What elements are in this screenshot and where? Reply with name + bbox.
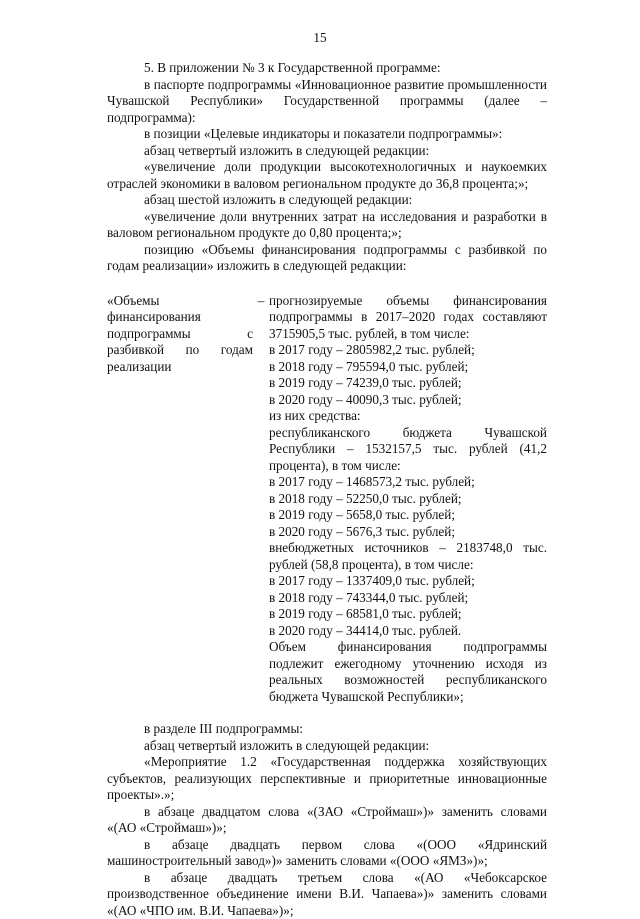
table-line: в 2020 году – 5676,3 тыс. рублей; (269, 524, 547, 541)
table-line: из них средства: (269, 408, 547, 425)
paragraph: позицию «Объемы финансирования подпрограммы с разбивкой по годам реализации» изложить в следующей редакции: (107, 242, 547, 275)
paragraph: абзац шестой изложить в следующей редакции: (107, 192, 547, 209)
table-left-label: «Объемы финансирования подпрограммы с разбивкой по годам реализации (107, 293, 253, 706)
intro-section (107, 60, 547, 275)
paragraph: 5. В приложении № 3 к Государственной программе: (107, 60, 547, 77)
paragraph: в абзаце двадцать третьем слова «(АО «Чебоксарское производственное объединение имени В.И. Чапаева»)» заменить словами «(АО «ЧПО им. В.И. Чапаева»)»; (107, 870, 547, 919)
table-line: в 2019 году – 5658,0 тыс. рублей; (269, 507, 547, 524)
paragraph: «увеличение доли внутренних затрат на исследования и разработки в валовом региональном продукте до 0,80 процента;»; (107, 209, 547, 242)
table-line: в 2020 году – 40090,3 тыс. рублей; (269, 392, 547, 409)
paragraph: в позиции «Целевые индикаторы и показатели подпрограммы»: (107, 126, 547, 143)
table-line: в 2018 году – 52250,0 тыс. рублей; (269, 491, 547, 508)
paragraph: в разделе III подпрограммы: (107, 721, 547, 738)
table-line: в 2020 году – 34414,0 тыс. рублей. (269, 623, 547, 640)
paragraph: абзац четвертый изложить в следующей редакции: (107, 738, 547, 755)
table-dash: – (253, 293, 269, 706)
paragraph: «Мероприятие 1.2 «Государственная поддержка хозяйствующих субъектов, реализующих перспективные и приоритетные инновационные проекты».»; (107, 754, 547, 804)
table-right-content (269, 293, 547, 706)
table-line: в 2018 году – 743344,0 тыс. рублей; (269, 590, 547, 607)
table-line: в 2018 году – 795594,0 тыс. рублей; (269, 359, 547, 376)
table-line: республиканского бюджета Чувашской Республики – 1532157,5 тыс. рублей (41,2 процента), в том числе: (269, 425, 547, 475)
table-line: в 2017 году – 1337409,0 тыс. рублей; (269, 573, 547, 590)
paragraph: в абзаце двадцать первом слова «(ООО «Ядринский машиностроительный завод»)» заменить словами «(ООО «ЯМЗ»)»; (107, 837, 547, 870)
paragraph: в паспорте подпрограммы «Инновационное развитие промышленности Чувашской Республики» Государственной программы (далее – подпрограмма): (107, 77, 547, 127)
paragraph: в абзаце двадцатом слова «(ЗАО «Строймаш»)» заменить словами «(АО «Строймаш»)»; (107, 804, 547, 837)
table-line: внебюджетных источников – 2183748,0 тыс. рублей (58,8 процента), в том числе: (269, 540, 547, 573)
table-line: Объем финансирования подпрограммы подлежит ежегодному уточнению исходя из реальных возможностей республиканского бюджета Чувашской Республики»; (269, 639, 547, 705)
table-line: в 2019 году – 74239,0 тыс. рублей; (269, 375, 547, 392)
table-line: в 2017 году – 2805982,2 тыс. рублей; (269, 342, 547, 359)
document-body (107, 60, 547, 919)
table-line: в 2017 году – 1468573,2 тыс. рублей; (269, 474, 547, 491)
outro-section (107, 721, 547, 919)
paragraph: абзац четвертый изложить в следующей редакции: (107, 143, 547, 160)
page-number: 15 (0, 30, 640, 47)
table-line: в 2019 году – 68581,0 тыс. рублей; (269, 606, 547, 623)
financing-table (107, 293, 547, 706)
paragraph: «увеличение доли продукции высокотехнологичных и наукоемких отраслей экономики в валовом региональном продукте до 36,8 процента;»; (107, 159, 547, 192)
table-line: прогнозируемые объемы финансирования подпрограммы в 2017–2020 годах составляют 3715905,5 тыс. рублей, в том числе: (269, 293, 547, 343)
